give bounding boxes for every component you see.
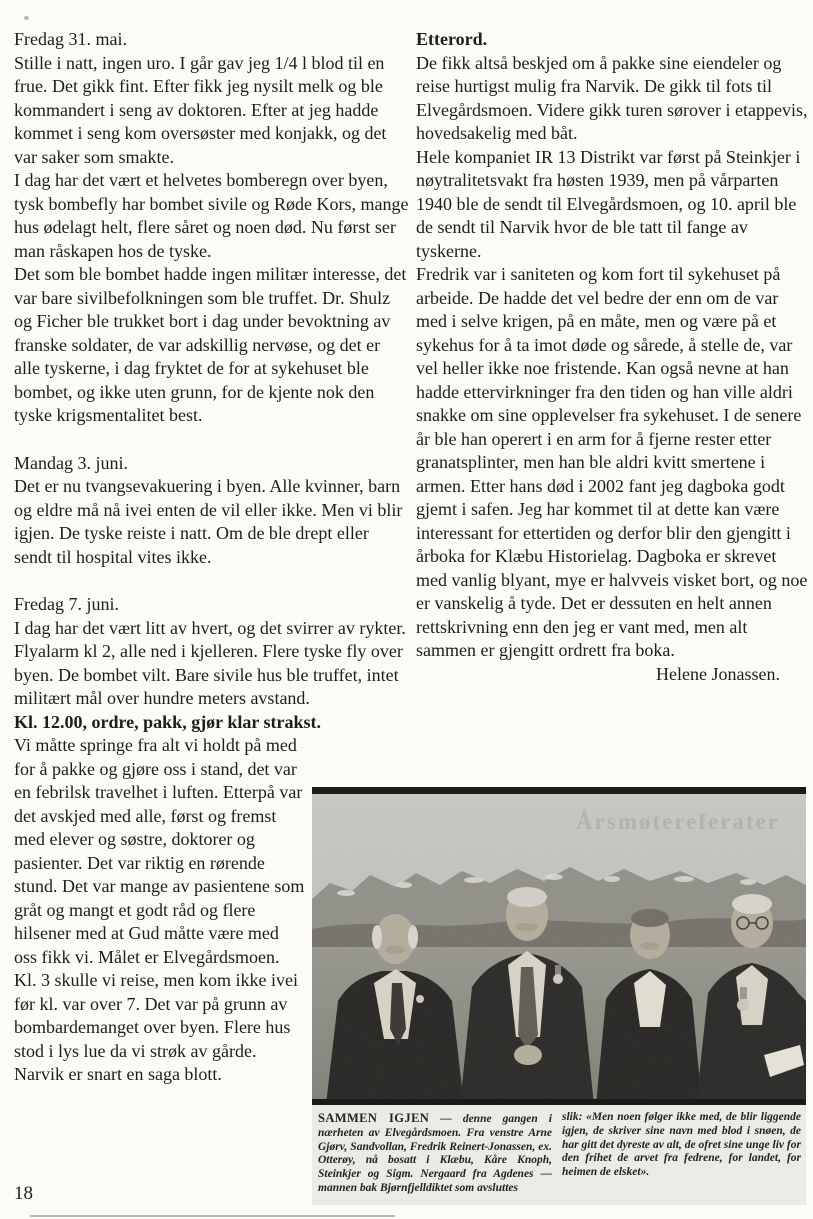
caption-left-text: — denne gangen i nærheten av Elvegårdsmoen. Fra venstre Arne Gjørv, Sandvollan, Fredrik Reinert-Jonassen, ex. Otterøy, nå bosatt i Klæbu, Kåre Knoph, Steinkjer og Sigm. Nergaard fra Agdenes — mannen bak Bjørnfjelldiktet som avsluttes (318, 1113, 552, 1194)
entry-date: Mandag 3. juni. (14, 452, 128, 473)
veterans-photo (312, 787, 806, 1105)
photo-caption (312, 1105, 806, 1205)
scan-speck (24, 16, 29, 20)
paragraph: Hele kompaniet IR 13 Distrikt var først på Steinkjer i nøytralitetsvakt fra høsten 1939, men på vårparten 1940 ble de sendt til Elvegårdsmoen, og 10. april ble de sendt til Narvik hvor de ble tatt til fange av tyskerne. (416, 146, 801, 261)
diary-entry-31-mai (14, 28, 410, 428)
caption-left (318, 1111, 552, 1196)
photo-top-edge (312, 787, 806, 794)
caption-lead: SAMMEN IGJEN (318, 1111, 430, 1125)
newspaper-clipping (312, 787, 806, 1205)
paragraph: Det som ble bombet hadde ingen militær interesse, det var bare sivilbefolkningen som ble truffet. Dr. Shulz og Ficher ble trukket bort i dag under bevoktning av franske soldater, de var adskillig nervøse, og det er alle tyskerne, i dag fryktet de for at sykehuset ble bombet, og ikke uten grunn, for de kjente nok den tyske krigsmentalitet best. (14, 264, 407, 425)
diary-entry-3-juni (14, 452, 410, 570)
entry-date-bold: Kl. 12.00, ordre, pakk, gjør klar strakst. (14, 711, 322, 732)
afterword-heading: Etterord. (416, 29, 488, 49)
paragraph-narrow: Vi måtte springe fra alt vi holdt på med for å pakke og gjøre oss i stand, det var en febrilsk travelhet i luften. Etterpå var det avskjed med alle, først og fremst med elever og søstre, doktorer og pasienter. Det var riktig en rørende stund. Det var mange av pasientene som gråt og mangt et godt råd og flere hilsener med at Gud måtte være med oss fikk vi. Målet er Elvegårdsmoen. Kl. 3 skulle vi reise, men kom ikke ivei før kl. var over 7. Det var på grunn av bombardemanget over byen. Flere hus stod i lys lue da vi strøk av gårde. Narvik er snart en saga blott. (14, 735, 305, 1084)
paragraph: Det er nu tvangsevakuering i byen. Alle kvinner, barn og eldre må nå ivei enten de vil eller ikke. Men vi blir igjen. De tyske reiste i natt. Om de ble drept eller sendt til hospital vites ikke. (14, 476, 403, 567)
paragraph: I dag har det vært litt av hvert, og det svirrer av rykter. Flyalarm kl 2, alle ned i kjelleren. Flere tyske fly over byen. De bombet vilt. Bare sivile hus ble truffet, intet militært mål over hundre meters avstand. (14, 617, 406, 708)
paragraph: I dag har det vært et helvetes bomberegn over byen, tysk bombefly har bombet sivile og Røde Kors, mange hus ødelagt helt, flere såret og noen død. Nu først ser man råskapen hos de tyske. (14, 170, 409, 261)
photo-bottom-edge (312, 1099, 806, 1105)
scan-edge-artifact (30, 1215, 395, 1217)
entry-date: Fredag 31. mai. (14, 29, 127, 49)
diary-entry-7-juni (14, 593, 410, 711)
right-column (416, 28, 810, 686)
paragraph: Fredrik var i saniteten og kom fort til sykehuset på arbeide. De hadde det vel bedre der enn om de var med i selve krigen, på en måte, men og være på et sykehus for å ta imot døde og sårede, å stelle de, var vel heller ikke noe fristende. Kan også nevne at han hadde ettervirkninger fra den tiden og han ville aldri snakke om sine opplevelser fra sykehuset. I de senere år ble han operert i en arm for å fjerne rester etter granatsplinter, men han ble aldri kvitt smertene i armen. Etter hans død i 2002 fant jeg dagboka godt gjemt i safen. Jeg har kommet til at dette kan være interessant for ettertiden og derfor blir den gjengitt i årboka for Klæbu Historielag. Dagboka er skrevet med vanlig blyant, mye er halvveis visket bort, og noe er vanskelig å tyde. Det er dessuten en helt annen rettskrivning enn den jeg er vant med, men alt sammen er gjengitt ordrett fra boka. (416, 264, 808, 660)
page-number: 18 (14, 1183, 33, 1204)
signature: Helene Jonassen. (656, 663, 780, 684)
entry-date: Fredag 7. juni. (14, 594, 119, 614)
paragraph: De fikk altså beskjed om å pakke sine eiendeler og reise hurtigst mulig fra Narvik. De gikk til fots til Elvegårdsmoen. Videre gikk turen sørover i etappevis, hovedsakelig med båt. (416, 52, 808, 143)
film-grain (312, 787, 806, 1105)
caption-right: slik: «Men noen følger ikke med, de blir liggende igjen, de skriver sine navn med blod i snøen, de har gitt det dyreste av alt, de ofret sine unge liv for den frihet de arvet fra fedrene, for landet, for heimen de elsket». (562, 1111, 801, 1179)
paragraph: Stille i natt, ingen uro. I går gav jeg 1/4 l blod til en frue. Det gikk fint. Efter fikk jeg nysilt melk og ble kommandert i seng av doktoren. Efter at jeg hadde kommet i seng kom oversøster med konjakk, og det var saker som smakte. (14, 52, 387, 167)
